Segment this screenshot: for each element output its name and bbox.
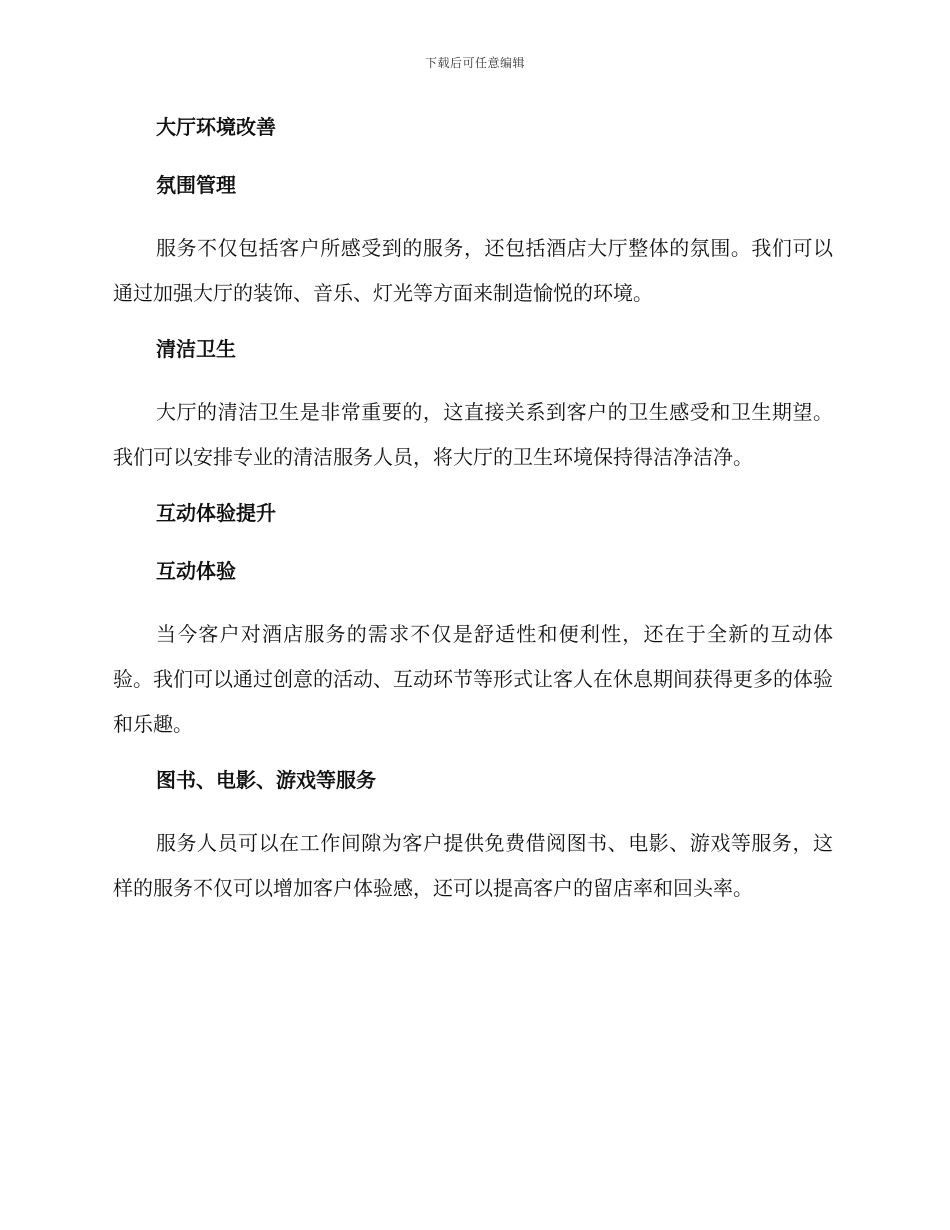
paragraph-cleanliness: 大厅的清洁卫生是非常重要的，这直接关系到客户的卫生感受和卫生期望。我们可以安排专业的清洁服务人员，将大厅的卫生环境保持得洁净洁净。 <box>113 400 833 469</box>
subheading-books-movies-games: 图书、电影、游戏等服务 <box>156 768 376 792</box>
section-heading-lobby-environment: 大厅环境改善 <box>156 115 276 139</box>
section-heading-interaction: 互动体验提升 <box>156 501 276 525</box>
subheading-cleanliness: 清洁卫生 <box>156 337 236 361</box>
paragraph-interactive-experience: 当今客户对酒店服务的需求不仅是舒适性和便利性，还在于全新的互动体验。我们可以通过创意的活动、互动环节等形式让客人在休息期间获得更多的体验和乐趣。 <box>113 622 833 736</box>
subheading-atmosphere: 氛围管理 <box>156 173 236 197</box>
subheading-interactive-experience: 互动体验 <box>156 559 236 583</box>
page-header-note: 下载后可任意编辑 <box>424 56 525 70</box>
paragraph-books-movies-games: 服务人员可以在工作间隙为客户提供免费借阅图书、电影、游戏等服务，这样的服务不仅可以增加客户体验感，还可以提高客户的留店率和回头率。 <box>113 831 833 900</box>
document-body <box>113 110 833 911</box>
paragraph-atmosphere: 服务不仅包括客户所感受到的服务，还包括酒店大厅整体的氛围。我们可以通过加强大厅的装饰、音乐、灯光等方面来制造愉悦的环境。 <box>113 236 833 305</box>
